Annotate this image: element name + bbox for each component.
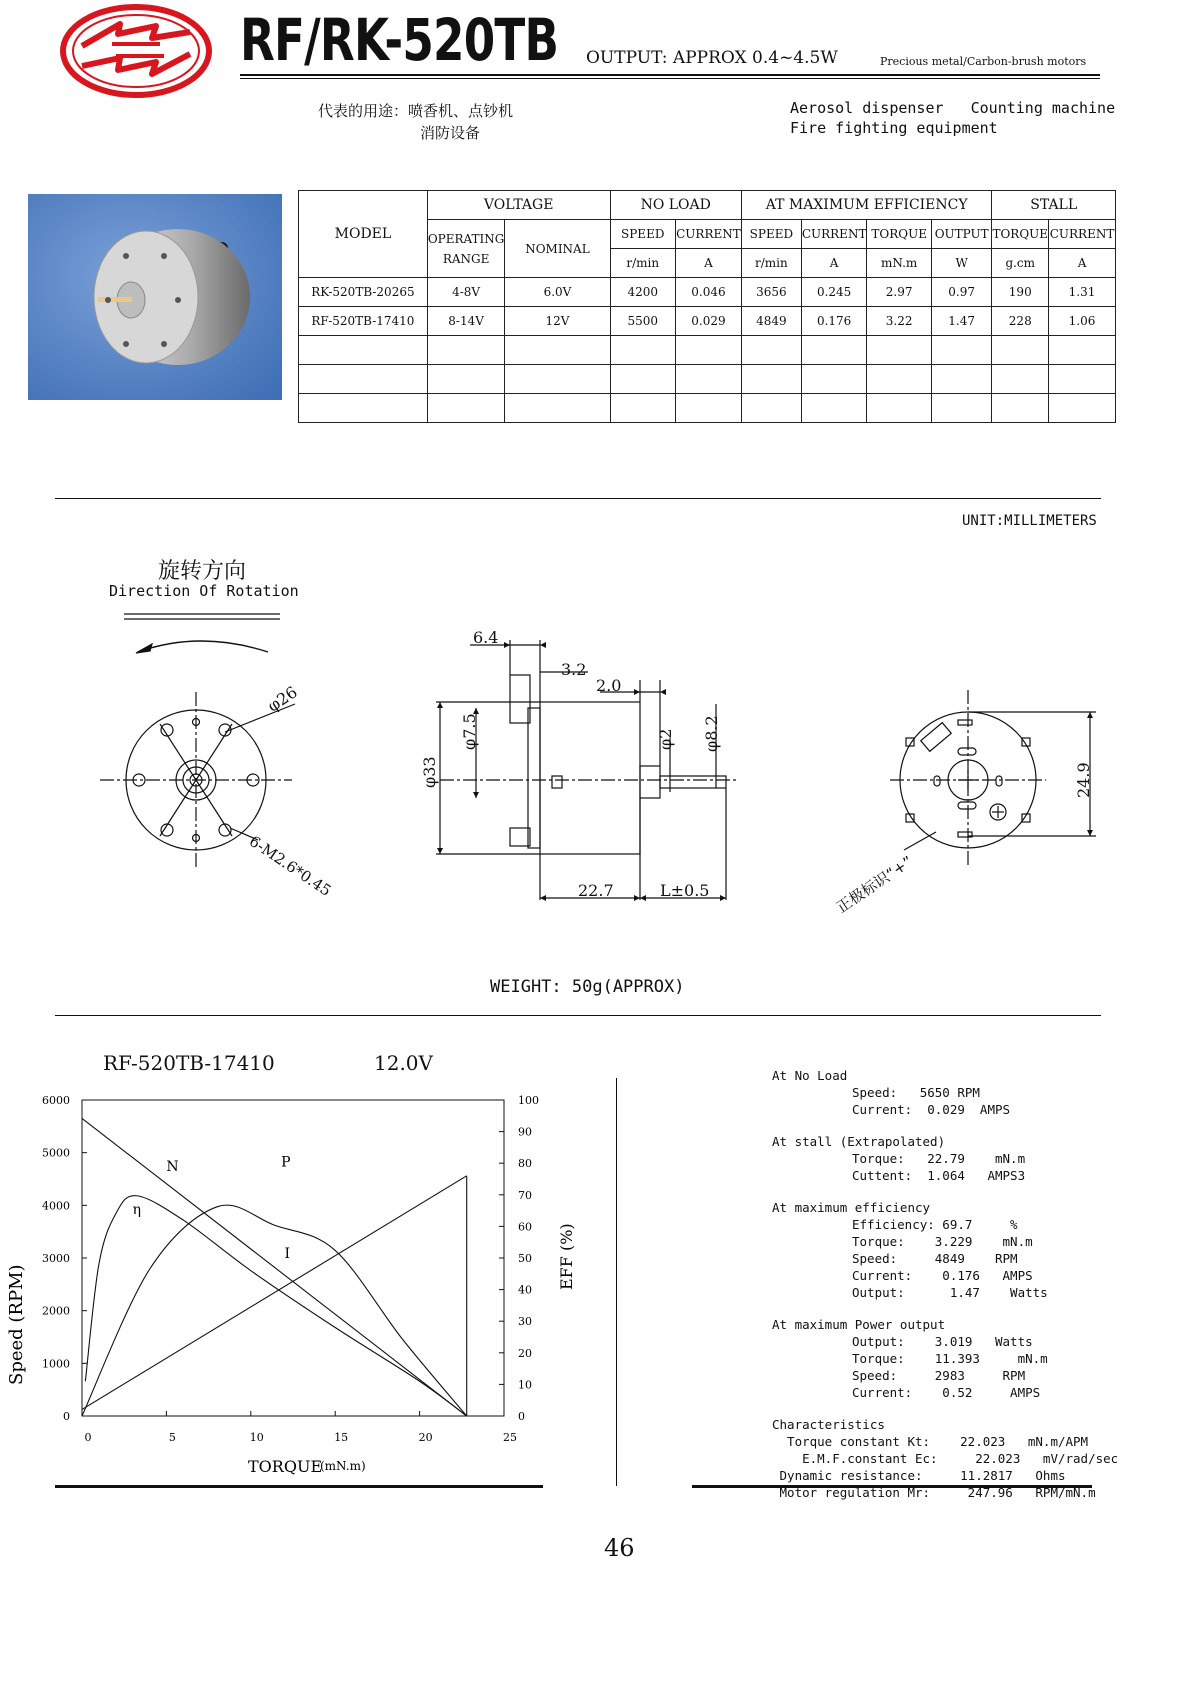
table-row-empty xyxy=(299,394,1116,423)
emf-constant: E.M.F.constant Ec: 22.023 mV/rad/sec xyxy=(772,1451,1119,1466)
brand-logo-icon xyxy=(60,2,212,100)
torque-constant: Torque constant Kt: 22.023 mN.m/APM xyxy=(772,1434,1089,1449)
dim-24-9: 24.9 xyxy=(1074,762,1093,798)
x-tick-label: 10 xyxy=(249,1431,264,1444)
x-axis-unit: (mN.m) xyxy=(320,1459,366,1473)
x-tick-label: 15 xyxy=(334,1431,349,1444)
header-noload-speed: SPEED xyxy=(610,220,675,249)
header-model: MODEL xyxy=(299,191,428,278)
series-label-n: N xyxy=(166,1159,179,1176)
stall-torque: Torque: 22.79 mN.m xyxy=(852,1151,1026,1166)
noload-speed: Speed: 5650 RPM xyxy=(852,1085,980,1100)
dim-6-4: 6.4 xyxy=(473,628,499,647)
y2-tick-label: 30 xyxy=(518,1315,532,1329)
header-maxeff-current: CURRENT xyxy=(801,220,867,249)
noload-title: At No Load xyxy=(772,1068,848,1083)
chart-subtitle: 12.0V xyxy=(374,1051,433,1075)
applications-en-line1: Aerosol dispenser Counting machine xyxy=(790,99,1116,117)
unit-maxeff-torque: mN.m xyxy=(867,249,931,278)
dynamic-resistance: Dynamic resistance: 11.2817 Ohms xyxy=(772,1468,1066,1483)
table-row: RF-520TB-17410 8-14V 12V 5500 0.029 4849 0.176 3.22 1.47 228 1.06 xyxy=(299,307,1116,336)
header-maxeff-speed: SPEED xyxy=(741,220,801,249)
rotation-title-en: Direction Of Rotation xyxy=(109,582,299,600)
series-label-i: I xyxy=(284,1246,291,1262)
maxeff-current: Current: 0.176 AMPS xyxy=(852,1268,1033,1283)
series-line-p xyxy=(82,1205,467,1416)
y2-tick-label: 20 xyxy=(518,1346,532,1360)
table-row: RK-520TB-20265 4-8V 6.0V 4200 0.046 3656 0.245 2.97 0.97 190 1.31 xyxy=(299,278,1116,307)
table-row-empty xyxy=(299,365,1116,394)
header-voltage: VOLTAGE xyxy=(427,191,610,220)
y-tick-label: 6000 xyxy=(42,1094,70,1107)
y-axis-label: Speed (RPM) xyxy=(6,1264,27,1385)
header-stall-current: CURRENT xyxy=(1049,220,1116,249)
x-tick-label: 20 xyxy=(418,1431,433,1444)
dim-d7-5: φ7.5 xyxy=(460,713,479,750)
rotation-title-cn: 旋转方向 xyxy=(158,559,247,584)
model-title: RF/RK-520TB xyxy=(240,6,559,74)
applications-cn-line1: 代表的用途：喷香机、点钞机 xyxy=(318,102,514,120)
y-tick-label: 2000 xyxy=(42,1304,70,1318)
x-tick-label: 0 xyxy=(84,1431,92,1444)
stall-current: Cuttent: 1.064 AMPS3 xyxy=(852,1168,1026,1183)
header-stall-torque: TORQUE xyxy=(992,220,1049,249)
output-label: OUTPUT: APPROX 0.4~4.5W xyxy=(586,48,838,68)
header-no-load: NO LOAD xyxy=(610,191,741,220)
header-nominal: NOMINAL xyxy=(505,220,610,278)
header-maxeff-torque: TORQUE xyxy=(867,220,931,249)
y-tick-label: 3000 xyxy=(42,1252,70,1265)
y-tick-label: 0 xyxy=(63,1410,70,1423)
maxeff-speed: Speed: 4849 RPM xyxy=(852,1251,1018,1266)
y2-tick-label: 80 xyxy=(518,1157,532,1171)
dim-d33: φ33 xyxy=(420,756,439,788)
header-stall: STALL xyxy=(992,191,1116,220)
maxeff-torque: Torque: 3.229 mN.m xyxy=(852,1234,1033,1249)
unit-noload-current: A xyxy=(675,249,741,278)
header-operating-range: OPERATING RANGE xyxy=(427,220,505,278)
series-label-p: P xyxy=(281,1154,291,1171)
noload-current: Current: 0.029 AMPS xyxy=(852,1102,1011,1117)
dim-length: L±0.5 xyxy=(660,881,710,900)
characteristics-title: Characteristics xyxy=(772,1417,885,1432)
series-line-n xyxy=(82,1118,467,1416)
chart-frame xyxy=(82,1100,504,1416)
unit-maxeff-output: W xyxy=(931,249,992,278)
dim-3-2: 3.2 xyxy=(561,660,587,679)
unit-stall-current: A xyxy=(1049,249,1116,278)
stall-title: At stall (Extrapolated) xyxy=(772,1134,946,1149)
header-max-efficiency: AT MAXIMUM EFFICIENCY xyxy=(741,191,992,220)
x-axis-label: TORQUE xyxy=(248,1457,323,1476)
y-tick-label: 1000 xyxy=(42,1357,70,1371)
y-tick-label: 5000 xyxy=(42,1146,70,1160)
dim-screws: 6-M2.6*0.45 xyxy=(245,832,335,900)
x-tick-label: 5 xyxy=(168,1431,176,1444)
series-label-eta: η xyxy=(132,1201,142,1218)
table-row-empty xyxy=(299,336,1116,365)
y2-tick-label: 100 xyxy=(518,1094,539,1107)
dim-d2: φ2 xyxy=(656,728,675,750)
positive-terminal-label: 正极标识“+” xyxy=(833,852,917,917)
dim-22-7: 22.7 xyxy=(578,881,614,900)
header-noload-current: CURRENT xyxy=(675,220,741,249)
weight-label: WEIGHT: 50g(APPROX) xyxy=(490,977,685,997)
maxpow-torque: Torque: 11.393 mN.m xyxy=(852,1351,1048,1366)
x-tick-label: 25 xyxy=(503,1431,517,1444)
page-number: 46 xyxy=(604,1534,635,1562)
maxpow-output: Output: 3.019 Watts xyxy=(852,1334,1033,1349)
y2-tick-label: 50 xyxy=(518,1252,532,1265)
header-maxeff-output: OUTPUT xyxy=(931,220,992,249)
motor-drawing xyxy=(0,600,1200,920)
spec-table xyxy=(298,190,1116,423)
performance-chart xyxy=(0,1080,620,1490)
maxpow-current: Current: 0.52 AMPS xyxy=(852,1385,1041,1400)
motor-regulation: Motor regulation Mr: 247.96 RPM/mN.m xyxy=(772,1485,1096,1500)
specs-block xyxy=(772,1050,1118,1518)
unit-label: UNIT:MILLIMETERS xyxy=(962,513,1097,529)
maxeff-title: At maximum efficiency xyxy=(772,1200,931,1215)
y2-tick-label: 40 xyxy=(518,1283,532,1297)
unit-maxeff-current: A xyxy=(801,249,867,278)
y2-tick-label: 0 xyxy=(518,1410,525,1423)
y2-tick-label: 60 xyxy=(518,1220,532,1234)
maxpow-speed: Speed: 2983 RPM xyxy=(852,1368,1026,1383)
maxeff-output: Output: 1.47 Watts xyxy=(852,1285,1048,1300)
unit-stall-torque: g.cm xyxy=(992,249,1049,278)
maxpow-title: At maximum Power output xyxy=(772,1317,946,1332)
series-line-eta xyxy=(85,1196,466,1416)
y2-tick-label: 70 xyxy=(518,1188,532,1202)
y-tick-label: 4000 xyxy=(42,1199,70,1213)
dim-d26: φ26 xyxy=(264,682,301,716)
y2-tick-label: 90 xyxy=(518,1125,532,1139)
motor-photo xyxy=(28,194,282,400)
dim-d8-2: φ8.2 xyxy=(702,715,721,752)
unit-maxeff-speed: r/min xyxy=(741,249,801,278)
motor-type: Precious metal/Carbon-brush motors xyxy=(880,55,1087,68)
y2-tick-label: 10 xyxy=(518,1378,532,1392)
applications-cn-line2: 消防设备 xyxy=(420,124,481,142)
chart-title: RF-520TB-17410 xyxy=(103,1051,275,1075)
y2-axis-label: EFF (%) xyxy=(557,1223,576,1290)
maxeff-efficiency: Efficiency: 69.7 % xyxy=(852,1217,1018,1232)
unit-noload-speed: r/min xyxy=(610,249,675,278)
applications-en-line2: Fire fighting equipment xyxy=(790,119,998,137)
dim-2-0: 2.0 xyxy=(596,676,622,695)
